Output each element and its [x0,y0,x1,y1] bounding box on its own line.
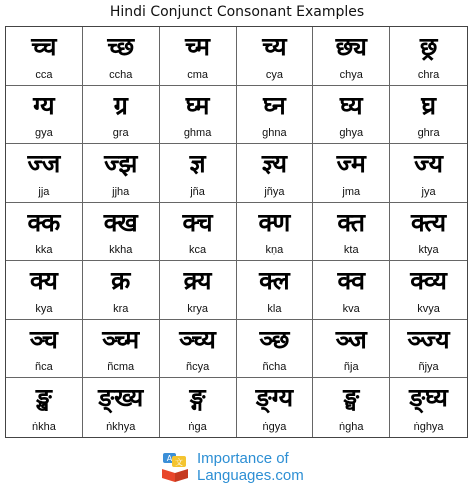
conjunct-glyph: ञ्ज्य [407,324,450,354]
transliteration-label: gya [35,127,53,140]
transliteration-label: jma [342,185,361,198]
conjunct-cell [83,378,160,437]
conjunct-glyph: ज्ञ्य [261,149,288,179]
conjunct-glyph: ञ्च्य [179,324,216,354]
conjunct-cell [313,27,390,86]
transliteration-label: ñcya [185,361,210,374]
conjunct-glyph: क्र [111,266,131,296]
conjunct-cell [237,261,314,320]
conjunct-cell [83,320,160,379]
conjunct-glyph: ज्ज [27,149,61,179]
chart-title: Hindi Conjunct Consonant Examples [109,4,365,20]
conjunct-cell [237,86,314,145]
conjunct-cell [160,261,237,320]
transliteration-label: ṅgya [262,421,287,433]
conjunct-glyph: क्र्य [183,266,212,296]
conjunct-cell [160,203,237,262]
transliteration-label: kka [35,244,53,257]
conjunct-cell [313,86,390,145]
conjunct-glyph: ङ्ख [36,383,52,413]
transliteration-label: jja [38,185,50,198]
conjunct-cell [6,261,83,320]
conjunct-glyph: क्च [182,207,213,237]
conjunct-glyph: ग्र [113,90,128,120]
transliteration-label: ghna [262,127,287,140]
conjunct-cell [83,27,160,86]
conjunct-glyph: ज्झ [104,149,138,179]
transliteration-label: ñjya [418,361,439,374]
conjunct-glyph: क्ख [103,207,138,237]
conjunct-cell [6,86,83,145]
conjunct-cell [390,320,467,379]
transliteration-label: chra [417,68,440,81]
conjunct-cell [390,86,467,145]
transliteration-label: kya [35,302,53,315]
transliteration-label: ñcha [262,361,287,374]
conjunct-glyph: ञ्छ [259,324,290,354]
conjunct-glyph: घ्य [339,90,363,120]
conjunct-glyph: ज्य [414,149,443,179]
transliteration-label: jjha [112,185,130,198]
book-logo-icon [160,451,190,483]
conjunct-glyph: ङ्ग [189,383,206,413]
conjunct-cell [313,203,390,262]
transliteration-label: kkha [109,244,133,257]
transliteration-label: ṅga [188,421,207,433]
conjunct-glyph: छ्य [335,32,367,61]
transliteration-label: kla [267,302,282,315]
conjunct-cell [390,261,467,320]
transliteration-label: kra [113,302,129,315]
transliteration-label: ṅghya [413,421,444,433]
conjunct-cell [83,144,160,203]
transliteration-label: ktya [418,244,439,257]
conjunct-cell [83,86,160,145]
transliteration-label: ñca [35,361,53,374]
conjunct-cell [237,144,314,203]
transliteration-label: jya [421,185,436,198]
conjunct-cell [313,320,390,379]
transliteration-label: ṅkhya [106,421,136,433]
transliteration-label: cca [35,68,53,81]
conjunct-cell [390,203,467,262]
conjunct-cell [390,378,467,437]
site-name-line1: Importance of [197,450,289,467]
conjunct-glyph: ङ्घ्य [409,383,448,413]
conjunct-glyph: क्त्य [411,207,447,237]
transliteration-label: ṅgha [339,421,364,433]
conjunct-cell [160,27,237,86]
conjunct-glyph: क्ण [258,207,291,237]
conjunct-glyph: च्छ [107,32,135,61]
conjunct-cell [160,144,237,203]
conjunct-cell [160,320,237,379]
transliteration-label: ghra [417,127,440,140]
conjunct-cell [237,378,314,437]
conjunct-cell [390,27,467,86]
conjunct-glyph: घ्म [185,90,210,120]
conjunct-glyph: क्य [29,266,58,296]
transliteration-label: kvya [417,302,440,315]
conjunct-glyph: ञ्च्म [102,324,140,354]
conjunct-cell [6,203,83,262]
conjunct-glyph: छ्र [419,32,438,61]
conjunct-cell [390,144,467,203]
transliteration-label: cya [265,68,283,81]
transliteration-label: kta [343,244,359,257]
site-name [197,450,304,484]
transliteration-label: gra [112,127,129,140]
conjunct-glyph: ञ्ज [335,324,367,354]
transliteration-label: ṅkha [31,421,56,433]
conjunct-cell [83,261,160,320]
svg-text:文: 文 [175,458,183,467]
transliteration-label: ñcma [107,361,135,374]
transliteration-label: ghya [339,127,364,140]
site-name-line2: Languages.com [197,467,304,484]
transliteration-label: ccha [109,68,133,81]
transliteration-label: krya [187,302,208,315]
conjunct-cell [6,320,83,379]
conjunct-cell [6,27,83,86]
transliteration-label: kca [189,244,207,257]
transliteration-label: ñja [343,361,359,374]
svg-text:A: A [166,454,173,463]
conjunct-glyph: क्त [337,207,366,237]
conjunct-glyph: ङ्ग्य [255,383,294,413]
conjunct-glyph: च्च [31,32,57,61]
transliteration-label: ghma [183,127,212,140]
conjunct-cell [6,378,83,437]
conjunct-glyph: घ्र [421,90,436,120]
transliteration-label: jñya [264,185,285,198]
conjunct-cell [160,86,237,145]
footer-branding[interactable] [160,447,360,487]
conjunct-glyph: क्ल [259,266,290,296]
transliteration-label: kva [342,302,360,315]
conjunct-glyph: ङ्ख्य [98,383,144,413]
conjunct-cell [313,378,390,437]
conjunct-glyph: घ्न [263,90,286,120]
transliteration-label: jña [190,185,205,198]
conjunct-glyph: ज्म [336,149,366,179]
conjunct-glyph: क्क [27,207,61,237]
conjunct-glyph: ञ्च [29,324,58,354]
conjunct-cell [237,27,314,86]
transliteration-label: cma [187,68,208,81]
transliteration-label: kṇa [265,244,284,257]
conjunct-glyph: च्म [185,32,210,61]
conjunct-cell [83,203,160,262]
conjunct-cell [6,144,83,203]
conjunct-glyph: क्व्य [410,266,447,296]
conjunct-glyph: ङ्घ [343,383,360,413]
conjunct-glyph: च्य [262,32,287,61]
conjunct-cell [160,378,237,437]
conjunct-cell [237,203,314,262]
conjunct-glyph: ग्य [33,90,55,120]
conjunct-glyph: ज्ञ [189,149,206,179]
conjunct-glyph: क्व [337,266,365,296]
transliteration-label: chya [339,68,363,81]
conjunct-grid [5,26,468,438]
conjunct-cell [313,261,390,320]
conjunct-cell [313,144,390,203]
conjunct-cell [237,320,314,379]
